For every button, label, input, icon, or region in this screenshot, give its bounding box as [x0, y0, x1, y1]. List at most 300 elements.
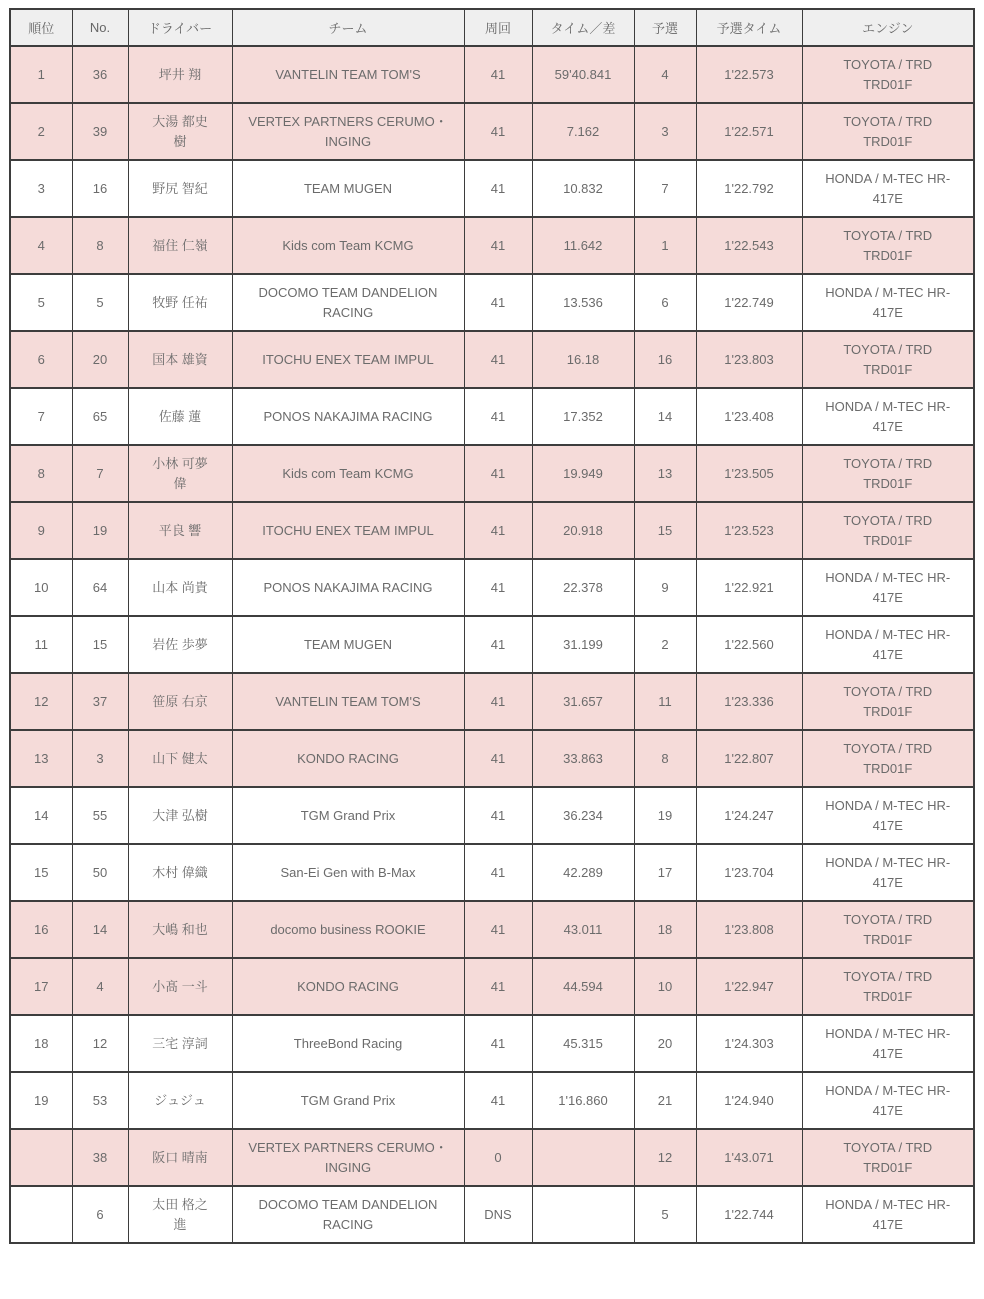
cell-time-gap	[532, 445, 634, 502]
cell-team	[232, 559, 464, 616]
cell-position	[10, 616, 72, 673]
cell-qualifying-position-text: 20	[657, 1035, 673, 1051]
cell-driver	[128, 673, 232, 730]
cell-laps-text: 41	[490, 66, 506, 82]
cell-position	[10, 559, 72, 616]
cell-time-gap	[532, 274, 634, 331]
cell-qualifying-position	[634, 901, 696, 958]
cell-driver-text: 大津 弘樹	[152, 808, 208, 824]
cell-engine-text: TOYOTA / TRD TRD01F	[843, 114, 933, 149]
cell-laps-text: DNS	[484, 1206, 512, 1222]
cell-qualifying-position-text: 6	[661, 294, 669, 310]
cell-position-text: 11	[34, 636, 48, 652]
cell-position	[10, 388, 72, 445]
cell-qualifying-time	[696, 1072, 802, 1129]
cell-time-gap	[532, 1015, 634, 1072]
table-row	[10, 331, 974, 388]
cell-driver-text: 太田 格之進	[152, 1197, 208, 1232]
cell-engine-text: TOYOTA / TRD TRD01F	[843, 342, 933, 377]
cell-qualifying-position-text: 10	[657, 978, 673, 994]
cell-laps	[464, 901, 532, 958]
table-row	[10, 559, 974, 616]
cell-laps	[464, 1129, 532, 1186]
cell-car-number	[72, 616, 128, 673]
cell-driver-text: 坪井 翔	[158, 67, 202, 83]
cell-driver	[128, 46, 232, 103]
table-row	[10, 217, 974, 274]
cell-laps-text: 41	[490, 921, 506, 937]
cell-engine	[802, 844, 974, 901]
cell-position	[10, 1186, 72, 1243]
cell-engine	[802, 901, 974, 958]
cell-qualifying-time	[696, 217, 802, 274]
cell-engine	[802, 559, 974, 616]
cell-car-number-text: 65	[92, 408, 108, 424]
cell-qualifying-time-text: 1'22.807	[724, 750, 774, 766]
cell-qualifying-time	[696, 1129, 802, 1186]
cell-engine	[802, 730, 974, 787]
cell-position-text: 4	[37, 237, 45, 253]
cell-driver	[128, 160, 232, 217]
cell-engine	[802, 787, 974, 844]
cell-team	[232, 1015, 464, 1072]
cell-car-number-text: 12	[92, 1035, 108, 1051]
cell-laps	[464, 331, 532, 388]
cell-team-text: VERTEX PARTNERS CERUMO・INGING	[248, 1140, 448, 1175]
cell-driver	[128, 787, 232, 844]
cell-laps-text: 41	[490, 237, 506, 253]
cell-car-number	[72, 730, 128, 787]
cell-car-number	[72, 331, 128, 388]
cell-time-gap-text: 1'16.860	[558, 1092, 608, 1108]
cell-position-text: 17	[34, 978, 49, 994]
cell-driver-text: 岩佐 歩夢	[152, 637, 208, 653]
cell-engine-text: TOYOTA / TRD TRD01F	[843, 513, 933, 548]
cell-position	[10, 901, 72, 958]
cell-laps	[464, 559, 532, 616]
cell-car-number-text: 15	[92, 636, 108, 652]
table-row	[10, 1129, 974, 1186]
cell-position-text: 15	[34, 864, 49, 880]
cell-qualifying-time	[696, 445, 802, 502]
cell-laps-text: 41	[490, 123, 506, 139]
cell-team	[232, 1129, 464, 1186]
cell-qualifying-time-text: 1'23.408	[724, 408, 774, 424]
cell-team	[232, 217, 464, 274]
table-row	[10, 103, 974, 160]
cell-engine	[802, 274, 974, 331]
cell-qualifying-position-text: 12	[657, 1149, 673, 1165]
cell-car-number-text: 8	[96, 237, 104, 253]
cell-car-number-text: 50	[92, 864, 108, 880]
cell-qualifying-time	[696, 673, 802, 730]
cell-laps	[464, 46, 532, 103]
cell-position-text: 13	[34, 750, 49, 766]
cell-driver-text: 小林 可夢偉	[152, 456, 208, 491]
cell-driver	[128, 1129, 232, 1186]
cell-qualifying-position-text: 4	[661, 66, 669, 82]
table-row	[10, 1072, 974, 1129]
cell-qualifying-position	[634, 46, 696, 103]
cell-driver-text: 三宅 淳詞	[152, 1036, 208, 1052]
cell-time-gap-text: 42.289	[563, 864, 603, 880]
cell-time-gap	[532, 502, 634, 559]
cell-car-number	[72, 274, 128, 331]
cell-driver	[128, 217, 232, 274]
cell-car-number	[72, 46, 128, 103]
cell-driver	[128, 1186, 232, 1243]
cell-qualifying-time-text: 1'23.523	[724, 522, 774, 538]
cell-laps-text: 41	[490, 1092, 506, 1108]
cell-qualifying-time	[696, 331, 802, 388]
cell-driver-text: 野尻 智紀	[152, 181, 208, 197]
cell-time-gap-text: 19.949	[563, 465, 603, 481]
cell-team	[232, 673, 464, 730]
cell-driver-text: 福住 仁嶺	[152, 238, 208, 254]
cell-car-number-text: 55	[92, 807, 108, 823]
cell-team	[232, 46, 464, 103]
cell-driver-text: 大湯 都史樹	[152, 114, 208, 149]
cell-team-text: TGM Grand Prix	[300, 1093, 396, 1109]
cell-qualifying-position	[634, 673, 696, 730]
table-header	[10, 9, 974, 46]
cell-position	[10, 844, 72, 901]
cell-qualifying-time-text: 1'23.808	[724, 921, 774, 937]
cell-laps	[464, 844, 532, 901]
cell-car-number	[72, 1129, 128, 1186]
table-row	[10, 958, 974, 1015]
cell-engine-text: HONDA / M-TEC HR-417E	[825, 798, 951, 833]
table-row	[10, 388, 974, 445]
cell-team-text: PONOS NAKAJIMA RACING	[263, 580, 433, 596]
cell-engine	[802, 502, 974, 559]
cell-qualifying-position-text: 2	[661, 636, 669, 652]
cell-laps	[464, 1186, 532, 1243]
cell-qualifying-time	[696, 844, 802, 901]
cell-car-number-text: 39	[92, 123, 108, 139]
cell-laps	[464, 103, 532, 160]
cell-position	[10, 103, 72, 160]
cell-engine	[802, 1072, 974, 1129]
cell-qualifying-position	[634, 217, 696, 274]
cell-engine	[802, 958, 974, 1015]
cell-qualifying-position	[634, 103, 696, 160]
column-header-team: チーム	[232, 9, 464, 46]
table-body	[10, 46, 974, 1243]
cell-qualifying-position	[634, 160, 696, 217]
cell-qualifying-position-text: 11	[658, 693, 672, 709]
cell-car-number	[72, 388, 128, 445]
cell-team-text: docomo business ROOKIE	[270, 922, 426, 938]
cell-qualifying-position-text: 13	[657, 465, 673, 481]
column-header-laps: 周回	[464, 9, 532, 46]
cell-car-number-text: 36	[92, 66, 108, 82]
column-header-position: 順位	[10, 9, 72, 46]
cell-time-gap	[532, 160, 634, 217]
table-row	[10, 46, 974, 103]
cell-laps	[464, 616, 532, 673]
cell-position	[10, 1015, 72, 1072]
cell-time-gap-text: 17.352	[563, 408, 603, 424]
cell-qualifying-time-text: 1'22.947	[724, 978, 774, 994]
cell-car-number	[72, 958, 128, 1015]
cell-car-number	[72, 1015, 128, 1072]
cell-laps	[464, 958, 532, 1015]
cell-car-number-text: 14	[92, 921, 108, 937]
cell-position-text: 19	[34, 1092, 49, 1108]
cell-team	[232, 160, 464, 217]
cell-time-gap	[532, 901, 634, 958]
cell-qualifying-position	[634, 502, 696, 559]
cell-time-gap	[532, 103, 634, 160]
cell-car-number-text: 4	[96, 978, 104, 994]
cell-time-gap	[532, 1072, 634, 1129]
column-header-engine: エンジン	[802, 9, 974, 46]
cell-engine	[802, 217, 974, 274]
cell-qualifying-time	[696, 1015, 802, 1072]
cell-time-gap-text: 36.234	[563, 807, 603, 823]
cell-time-gap	[532, 616, 634, 673]
cell-laps-text: 41	[490, 522, 506, 538]
cell-time-gap	[532, 1186, 634, 1243]
cell-team-text: ITOCHU ENEX TEAM IMPUL	[262, 523, 434, 539]
cell-team	[232, 445, 464, 502]
cell-qualifying-position	[634, 559, 696, 616]
cell-laps-text: 41	[490, 1035, 506, 1051]
cell-laps	[464, 388, 532, 445]
cell-engine-text: TOYOTA / TRD TRD01F	[843, 57, 933, 92]
cell-qualifying-time	[696, 901, 802, 958]
cell-engine-text: TOYOTA / TRD TRD01F	[843, 684, 933, 719]
cell-driver-text: 大嶋 和也	[152, 922, 208, 938]
cell-team-text: Kids com Team KCMG	[282, 238, 414, 254]
cell-qualifying-time-text: 1'23.336	[724, 693, 774, 709]
cell-driver-text: 木村 偉織	[152, 865, 208, 881]
race-results-table	[9, 8, 975, 1244]
cell-car-number-text: 16	[92, 180, 108, 196]
cell-laps	[464, 217, 532, 274]
cell-engine	[802, 103, 974, 160]
cell-time-gap-text: 31.199	[563, 636, 603, 652]
cell-laps	[464, 673, 532, 730]
table-row	[10, 730, 974, 787]
cell-team-text: TEAM MUGEN	[303, 181, 393, 197]
cell-engine	[802, 388, 974, 445]
cell-qualifying-time	[696, 160, 802, 217]
cell-qualifying-position-text: 7	[661, 180, 669, 196]
cell-engine-text: TOYOTA / TRD TRD01F	[843, 969, 933, 1004]
cell-laps	[464, 787, 532, 844]
cell-laps-text: 41	[490, 180, 506, 196]
cell-qualifying-time	[696, 103, 802, 160]
table-row	[10, 1015, 974, 1072]
cell-engine-text: HONDA / M-TEC HR-417E	[825, 570, 951, 605]
cell-car-number-text: 37	[92, 693, 108, 709]
cell-time-gap-text: 31.657	[563, 693, 603, 709]
cell-driver	[128, 730, 232, 787]
cell-driver	[128, 616, 232, 673]
cell-time-gap	[532, 958, 634, 1015]
table-row	[10, 445, 974, 502]
cell-time-gap-text: 16.18	[566, 351, 600, 367]
cell-laps	[464, 730, 532, 787]
cell-engine	[802, 1015, 974, 1072]
cell-team-text: ITOCHU ENEX TEAM IMPUL	[262, 352, 434, 368]
cell-car-number-text: 7	[96, 465, 104, 481]
cell-laps-text: 41	[490, 294, 506, 310]
cell-engine-text: HONDA / M-TEC HR-417E	[825, 1083, 951, 1118]
cell-car-number	[72, 901, 128, 958]
cell-qualifying-position	[634, 730, 696, 787]
cell-position-text: 18	[34, 1035, 49, 1051]
table-row	[10, 160, 974, 217]
cell-laps-text: 41	[490, 636, 506, 652]
cell-team-text: ThreeBond Racing	[293, 1036, 403, 1052]
cell-team-text: TEAM MUGEN	[303, 637, 393, 653]
cell-qualifying-position-text: 1	[661, 237, 669, 253]
cell-time-gap	[532, 559, 634, 616]
table-row	[10, 787, 974, 844]
cell-team-text: VANTELIN TEAM TOM'S	[275, 67, 421, 83]
cell-laps-text: 41	[490, 408, 506, 424]
cell-laps	[464, 274, 532, 331]
cell-qualifying-position	[634, 844, 696, 901]
cell-qualifying-time-text: 1'22.921	[724, 579, 774, 595]
cell-team-text: KONDO RACING	[297, 979, 399, 995]
cell-engine-text: TOYOTA / TRD TRD01F	[843, 228, 933, 263]
column-header-qualifying-position: 予選	[634, 9, 696, 46]
cell-position-text: 6	[37, 351, 45, 367]
cell-laps-text: 41	[490, 351, 506, 367]
cell-car-number	[72, 1072, 128, 1129]
cell-position-text: 5	[37, 294, 45, 310]
cell-time-gap	[532, 730, 634, 787]
cell-laps	[464, 502, 532, 559]
cell-qualifying-time-text: 1'22.749	[724, 294, 774, 310]
cell-engine-text: TOYOTA / TRD TRD01F	[843, 912, 933, 947]
cell-laps-text: 41	[490, 693, 506, 709]
cell-engine	[802, 160, 974, 217]
cell-qualifying-position	[634, 274, 696, 331]
cell-engine-text: HONDA / M-TEC HR-417E	[825, 1026, 951, 1061]
cell-time-gap-text: 22.378	[563, 579, 603, 595]
cell-driver	[128, 103, 232, 160]
cell-qualifying-time	[696, 616, 802, 673]
cell-team	[232, 274, 464, 331]
cell-time-gap-text: 45.315	[563, 1035, 603, 1051]
table-row	[10, 616, 974, 673]
cell-car-number-text: 64	[92, 579, 108, 595]
cell-engine	[802, 1186, 974, 1243]
cell-driver-text: 阪口 晴南	[152, 1150, 208, 1166]
cell-team	[232, 844, 464, 901]
cell-driver	[128, 1072, 232, 1129]
cell-position-text: 8	[37, 465, 45, 481]
cell-engine-text: HONDA / M-TEC HR-417E	[825, 285, 951, 320]
cell-position-text: 14	[34, 807, 49, 823]
cell-laps-text: 41	[490, 579, 506, 595]
cell-qualifying-position-text: 14	[657, 408, 673, 424]
cell-qualifying-time-text: 1'22.543	[724, 237, 774, 253]
cell-team-text: VANTELIN TEAM TOM'S	[275, 694, 421, 710]
cell-time-gap	[532, 388, 634, 445]
cell-position-text: 2	[37, 123, 45, 139]
cell-team	[232, 958, 464, 1015]
cell-time-gap-text: 43.011	[563, 921, 603, 937]
cell-qualifying-time-text: 1'24.247	[724, 807, 774, 823]
cell-team-text: TGM Grand Prix	[300, 808, 396, 824]
cell-driver	[128, 901, 232, 958]
cell-position	[10, 445, 72, 502]
cell-engine-text: TOYOTA / TRD TRD01F	[843, 741, 933, 776]
cell-time-gap	[532, 331, 634, 388]
table-row	[10, 502, 974, 559]
cell-engine-text: HONDA / M-TEC HR-417E	[825, 171, 951, 206]
cell-position	[10, 730, 72, 787]
cell-team-text: PONOS NAKAJIMA RACING	[263, 409, 433, 425]
table-row	[10, 673, 974, 730]
cell-qualifying-time	[696, 559, 802, 616]
cell-qualifying-time-text: 1'22.571	[724, 123, 774, 139]
cell-qualifying-position-text: 17	[657, 864, 673, 880]
cell-engine-text: HONDA / M-TEC HR-417E	[825, 627, 951, 662]
cell-qualifying-time	[696, 958, 802, 1015]
cell-laps-text: 0	[494, 1149, 502, 1165]
cell-qualifying-position	[634, 1129, 696, 1186]
cell-team-text: VERTEX PARTNERS CERUMO・INGING	[248, 114, 448, 149]
cell-position-text: 16	[34, 921, 49, 937]
cell-qualifying-time-text: 1'22.560	[724, 636, 774, 652]
cell-position	[10, 787, 72, 844]
cell-engine-text: HONDA / M-TEC HR-417E	[825, 1197, 951, 1232]
cell-qualifying-position	[634, 331, 696, 388]
cell-team	[232, 331, 464, 388]
cell-car-number	[72, 673, 128, 730]
table-row	[10, 274, 974, 331]
cell-team-text: Kids com Team KCMG	[282, 466, 414, 482]
cell-qualifying-position-text: 19	[657, 807, 673, 823]
cell-qualifying-time-text: 1'22.744	[724, 1206, 774, 1222]
cell-qualifying-position	[634, 958, 696, 1015]
cell-qualifying-time-text: 1'23.704	[724, 864, 774, 880]
table-row	[10, 1186, 974, 1243]
cell-time-gap-text: 44.594	[563, 978, 603, 994]
column-header-qualifying-time: 予選タイム	[696, 9, 802, 46]
cell-engine-text: TOYOTA / TRD TRD01F	[843, 1140, 933, 1175]
cell-car-number	[72, 103, 128, 160]
cell-team	[232, 901, 464, 958]
cell-qualifying-time-text: 1'22.792	[724, 180, 774, 196]
cell-team	[232, 502, 464, 559]
cell-car-number-text: 20	[92, 351, 108, 367]
cell-team	[232, 103, 464, 160]
cell-car-number-text: 19	[92, 522, 108, 538]
cell-time-gap	[532, 46, 634, 103]
table-row	[10, 844, 974, 901]
cell-engine	[802, 616, 974, 673]
cell-car-number-text: 38	[92, 1149, 108, 1165]
cell-car-number	[72, 844, 128, 901]
cell-laps-text: 41	[490, 465, 506, 481]
cell-driver-text: ジュジュ	[154, 1093, 206, 1109]
cell-qualifying-time-text: 1'24.303	[724, 1035, 774, 1051]
cell-driver-text: 国本 雄資	[152, 352, 208, 368]
cell-team	[232, 616, 464, 673]
cell-qualifying-time	[696, 730, 802, 787]
cell-driver	[128, 274, 232, 331]
cell-engine	[802, 1129, 974, 1186]
cell-qualifying-time	[696, 274, 802, 331]
